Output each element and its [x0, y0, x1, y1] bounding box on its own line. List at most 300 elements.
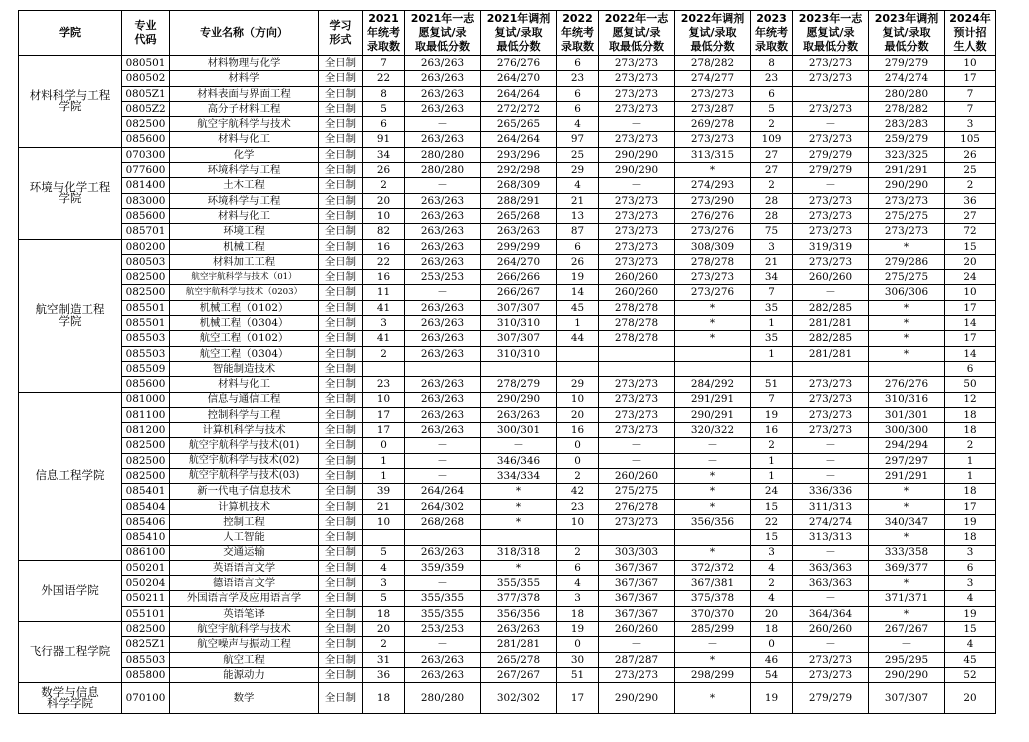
cell-study-mode: 全日制 — [319, 606, 363, 621]
cell-2023-adjust-score: * — [869, 499, 945, 514]
cell-2023-adjust-score: * — [869, 484, 945, 499]
cell-2022-adjust-score — [675, 361, 751, 376]
cell-2021-first-choice-score: 263/263 — [405, 652, 481, 667]
admission-score-table — [18, 10, 996, 714]
cell-2022-first-choice-score: 278/278 — [599, 316, 675, 331]
cell-2021-first-choice-score: 263/263 — [405, 71, 481, 86]
header-2022-exam-count — [557, 11, 599, 56]
cell-college — [19, 683, 122, 714]
table-row — [19, 438, 996, 453]
cell-2021-exam-count: 10 — [363, 392, 405, 407]
cell-2021-first-choice-score: 264/264 — [405, 484, 481, 499]
cell-2021-exam-count: 5 — [363, 545, 405, 560]
cell-2023-exam-count: 6 — [751, 86, 793, 101]
cell-2023-exam-count: 34 — [751, 270, 793, 285]
cell-2023-exam-count: 20 — [751, 606, 793, 621]
cell-2021-first-choice-score: 355/355 — [405, 606, 481, 621]
cell-2022-adjust-score: * — [675, 499, 751, 514]
cell-2022-exam-count: 30 — [557, 652, 599, 667]
cell-2022-first-choice-score: 273/273 — [599, 239, 675, 254]
cell-2022-exam-count: 21 — [557, 193, 599, 208]
table-row — [19, 208, 996, 223]
cell-2024-planned-enrollment: 3 — [945, 545, 996, 560]
cell-2024-planned-enrollment: 2 — [945, 178, 996, 193]
cell-2021-first-choice-score: 263/263 — [405, 86, 481, 101]
table-row — [19, 193, 996, 208]
cell-2022-adjust-score: * — [675, 545, 751, 560]
cell-2024-planned-enrollment: 17 — [945, 71, 996, 86]
college-name-line: 学院 — [58, 99, 82, 114]
cell-2022-adjust-score: 370/370 — [675, 606, 751, 621]
cell-2023-first-choice-score: 273/273 — [793, 56, 869, 71]
cell-major-code: 086100 — [122, 545, 170, 560]
cell-2021-adjust-score: 302/302 — [481, 683, 557, 714]
cell-2021-first-choice-score — [405, 530, 481, 545]
header-2023-exam-count — [751, 11, 793, 56]
cell-2021-adjust-score: 355/355 — [481, 576, 557, 591]
cell-2023-exam-count: 19 — [751, 683, 793, 714]
header-line: 生人数 — [953, 40, 987, 53]
cell-major-code: 085701 — [122, 224, 170, 239]
cell-2022-exam-count: 4 — [557, 117, 599, 132]
cell-major-code: 080501 — [122, 56, 170, 71]
cell-2023-adjust-score: 333/358 — [869, 545, 945, 560]
cell-2022-exam-count: 29 — [557, 163, 599, 178]
cell-study-mode: 全日制 — [319, 316, 363, 331]
cell-2023-adjust-score: 290/290 — [869, 178, 945, 193]
cell-major-name: 高分子材料工程 — [170, 101, 319, 116]
cell-2023-exam-count: 2 — [751, 117, 793, 132]
cell-2024-planned-enrollment: 1 — [945, 453, 996, 468]
cell-major-code: 080200 — [122, 239, 170, 254]
cell-2021-adjust-score: 307/307 — [481, 300, 557, 315]
cell-major-code: 0825Z1 — [122, 637, 170, 652]
cell-2023-exam-count: 3 — [751, 545, 793, 560]
cell-2021-first-choice-score: 264/302 — [405, 499, 481, 514]
cell-2022-adjust-score: 274/277 — [675, 71, 751, 86]
cell-college — [19, 621, 122, 682]
cell-2021-first-choice-score: 263/263 — [405, 300, 481, 315]
cell-2022-exam-count: 42 — [557, 484, 599, 499]
cell-2021-first-choice-score: 280/280 — [405, 147, 481, 162]
cell-2022-adjust-score: 269/278 — [675, 117, 751, 132]
cell-major-name: 交通运输 — [170, 545, 319, 560]
header-2024-planned-enrollment — [945, 11, 996, 56]
cell-2022-first-choice-score: 278/278 — [599, 331, 675, 346]
header-line: 年统考 — [561, 26, 594, 39]
cell-major-code: 085509 — [122, 361, 170, 376]
cell-major-name: 航空工程（0102） — [170, 331, 319, 346]
cell-2024-planned-enrollment: 36 — [945, 193, 996, 208]
cell-major-code: 085406 — [122, 514, 170, 529]
cell-2022-first-choice-score: 367/367 — [599, 606, 675, 621]
cell-2021-adjust-score: 307/307 — [481, 331, 557, 346]
cell-2023-exam-count: 21 — [751, 254, 793, 269]
cell-2023-first-choice-score: 273/273 — [793, 132, 869, 147]
cell-study-mode: 全日制 — [319, 545, 363, 560]
cell-2023-exam-count: 51 — [751, 377, 793, 392]
cell-2023-exam-count: 1 — [751, 346, 793, 361]
cell-major-name: 英语语言文学 — [170, 560, 319, 575]
cell-major-name: 环境科学与工程 — [170, 193, 319, 208]
cell-2021-first-choice-score: 263/263 — [405, 316, 481, 331]
table-row — [19, 300, 996, 315]
cell-2021-adjust-score: 265/278 — [481, 652, 557, 667]
cell-2023-first-choice-score: 273/273 — [793, 392, 869, 407]
cell-major-code: 085404 — [122, 499, 170, 514]
cell-2024-planned-enrollment: 50 — [945, 377, 996, 392]
cell-2022-exam-count: 23 — [557, 71, 599, 86]
cell-2023-adjust-score: 300/300 — [869, 423, 945, 438]
cell-2023-exam-count: 2 — [751, 438, 793, 453]
cell-2023-adjust-score: * — [869, 530, 945, 545]
table-row — [19, 178, 996, 193]
table-row — [19, 285, 996, 300]
cell-major-code: 085501 — [122, 300, 170, 315]
cell-major-name: 计算机科学与技术 — [170, 423, 319, 438]
cell-2024-planned-enrollment: 20 — [945, 254, 996, 269]
header-line: 最低分数 — [884, 40, 929, 53]
cell-2022-adjust-score: 273/276 — [675, 285, 751, 300]
cell-2022-adjust-score: 298/299 — [675, 667, 751, 682]
cell-major-name: 材料表面与界面工程 — [170, 86, 319, 101]
cell-2022-exam-count — [557, 361, 599, 376]
table-header-row — [19, 11, 996, 56]
cell-major-code: 082500 — [122, 270, 170, 285]
cell-2023-first-choice-score: － — [793, 285, 869, 300]
cell-2023-first-choice-score: 364/364 — [793, 606, 869, 621]
cell-2022-exam-count: 6 — [557, 56, 599, 71]
cell-2021-adjust-score — [481, 361, 557, 376]
cell-2021-exam-count: 3 — [363, 316, 405, 331]
cell-2023-adjust-score: 294/294 — [869, 438, 945, 453]
cell-2022-exam-count: 18 — [557, 606, 599, 621]
cell-2024-planned-enrollment: 20 — [945, 683, 996, 714]
cell-2022-exam-count: 51 — [557, 667, 599, 682]
cell-2022-adjust-score: 273/290 — [675, 193, 751, 208]
cell-2022-adjust-score: － — [675, 438, 751, 453]
cell-2023-adjust-score: 275/275 — [869, 270, 945, 285]
cell-2023-adjust-score: 295/295 — [869, 652, 945, 667]
cell-2022-first-choice-score: 260/260 — [599, 469, 675, 484]
cell-2021-exam-count: 39 — [363, 484, 405, 499]
cell-2023-adjust-score: 274/274 — [869, 71, 945, 86]
header-line: 取最低分数 — [609, 40, 664, 53]
cell-2022-exam-count: 44 — [557, 331, 599, 346]
cell-2024-planned-enrollment: 15 — [945, 621, 996, 636]
cell-2022-adjust-score: * — [675, 484, 751, 499]
cell-major-code: 081000 — [122, 392, 170, 407]
cell-2021-exam-count: 17 — [363, 407, 405, 422]
cell-major-name: 材料学 — [170, 71, 319, 86]
table-row — [19, 423, 996, 438]
cell-2021-first-choice-score: 263/263 — [405, 667, 481, 682]
cell-college — [19, 560, 122, 621]
cell-2022-adjust-score: 274/293 — [675, 178, 751, 193]
cell-2022-first-choice-score: 367/367 — [599, 560, 675, 575]
table-row — [19, 560, 996, 575]
cell-2022-exam-count: 4 — [557, 576, 599, 591]
cell-study-mode: 全日制 — [319, 377, 363, 392]
cell-2023-exam-count: 2 — [751, 576, 793, 591]
cell-2022-exam-count: 19 — [557, 621, 599, 636]
cell-2023-first-choice-score: 279/279 — [793, 683, 869, 714]
cell-2021-adjust-score: 346/346 — [481, 453, 557, 468]
cell-2023-first-choice-score — [793, 361, 869, 376]
cell-2022-exam-count: 19 — [557, 270, 599, 285]
cell-study-mode: 全日制 — [319, 132, 363, 147]
cell-2023-exam-count: 35 — [751, 300, 793, 315]
table-row — [19, 254, 996, 269]
cell-2021-adjust-score: 281/281 — [481, 637, 557, 652]
cell-2021-adjust-score: 300/301 — [481, 423, 557, 438]
cell-2023-exam-count — [751, 361, 793, 376]
cell-2024-planned-enrollment: 17 — [945, 499, 996, 514]
cell-2022-adjust-score: 308/309 — [675, 239, 751, 254]
cell-major-name: 航空工程 — [170, 652, 319, 667]
cell-2023-adjust-score — [869, 361, 945, 376]
table-row — [19, 469, 996, 484]
cell-2021-adjust-score: 264/270 — [481, 71, 557, 86]
cell-2022-first-choice-score — [599, 530, 675, 545]
cell-2021-first-choice-score: 263/263 — [405, 423, 481, 438]
cell-2021-exam-count: 8 — [363, 86, 405, 101]
cell-2022-first-choice-score: 273/273 — [599, 132, 675, 147]
cell-2023-exam-count: 1 — [751, 316, 793, 331]
cell-2023-adjust-score: 371/371 — [869, 591, 945, 606]
header-line: 取最低分数 — [415, 40, 470, 53]
cell-2021-exam-count: 36 — [363, 667, 405, 682]
cell-2021-exam-count: 16 — [363, 239, 405, 254]
cell-2021-adjust-score: 265/268 — [481, 208, 557, 223]
cell-2023-first-choice-score — [793, 86, 869, 101]
cell-2024-planned-enrollment: 18 — [945, 407, 996, 422]
table-row — [19, 591, 996, 606]
cell-2021-exam-count: 1 — [363, 453, 405, 468]
cell-study-mode: 全日制 — [319, 300, 363, 315]
header-2021-exam-count — [363, 11, 405, 56]
cell-study-mode: 全日制 — [319, 484, 363, 499]
cell-2023-adjust-score: 276/276 — [869, 377, 945, 392]
cell-2022-first-choice-score: 290/290 — [599, 163, 675, 178]
header-college — [19, 11, 122, 56]
cell-2024-planned-enrollment: 105 — [945, 132, 996, 147]
cell-2023-first-choice-score: 281/281 — [793, 346, 869, 361]
cell-2021-exam-count: 41 — [363, 300, 405, 315]
cell-2021-first-choice-score: 263/263 — [405, 224, 481, 239]
cell-major-name: 土木工程 — [170, 178, 319, 193]
header-2022-first-choice-score — [599, 11, 675, 56]
cell-2023-first-choice-score: 273/273 — [793, 667, 869, 682]
cell-2022-adjust-score: 276/276 — [675, 208, 751, 223]
cell-study-mode: 全日制 — [319, 621, 363, 636]
cell-2022-first-choice-score: － — [599, 178, 675, 193]
cell-2022-first-choice-score: 273/273 — [599, 224, 675, 239]
cell-2022-adjust-score: 278/278 — [675, 254, 751, 269]
cell-2023-adjust-score: 273/273 — [869, 193, 945, 208]
table-row — [19, 361, 996, 376]
header-line: 预计招 — [953, 26, 987, 39]
cell-2024-planned-enrollment: 4 — [945, 637, 996, 652]
cell-study-mode: 全日制 — [319, 117, 363, 132]
cell-2022-first-choice-score: 287/287 — [599, 652, 675, 667]
cell-2022-adjust-score: 273/273 — [675, 270, 751, 285]
cell-major-code: 083000 — [122, 193, 170, 208]
cell-2021-first-choice-score: － — [405, 637, 481, 652]
cell-2023-first-choice-score: 273/273 — [793, 71, 869, 86]
cell-2021-exam-count — [363, 361, 405, 376]
cell-2024-planned-enrollment: 25 — [945, 163, 996, 178]
table-row — [19, 270, 996, 285]
header-line: 愿复试/录 — [418, 26, 467, 39]
cell-2022-first-choice-score: 273/273 — [599, 254, 675, 269]
cell-2023-exam-count: 0 — [751, 637, 793, 652]
cell-2023-adjust-score: * — [869, 331, 945, 346]
cell-2023-first-choice-score: 273/273 — [793, 377, 869, 392]
cell-2024-planned-enrollment: 10 — [945, 56, 996, 71]
cell-major-code: 081100 — [122, 407, 170, 422]
cell-2022-first-choice-score: 367/367 — [599, 576, 675, 591]
cell-2024-planned-enrollment: 45 — [945, 652, 996, 667]
header-line: 录取数 — [561, 40, 594, 53]
cell-2021-first-choice-score: － — [405, 469, 481, 484]
cell-2022-exam-count: 0 — [557, 637, 599, 652]
cell-2022-exam-count: 14 — [557, 285, 599, 300]
cell-2021-exam-count: 2 — [363, 178, 405, 193]
cell-2023-adjust-score: 259/279 — [869, 132, 945, 147]
cell-major-code: 070300 — [122, 147, 170, 162]
cell-2022-exam-count: 6 — [557, 86, 599, 101]
table-row — [19, 606, 996, 621]
cell-2021-first-choice-score: 253/253 — [405, 270, 481, 285]
cell-2021-exam-count: 16 — [363, 270, 405, 285]
cell-major-code: 0805Z2 — [122, 101, 170, 116]
cell-2022-exam-count: 2 — [557, 469, 599, 484]
cell-2022-adjust-score: 273/276 — [675, 224, 751, 239]
cell-2022-adjust-score — [675, 346, 751, 361]
college-name-line: 航空制造工程 — [35, 302, 105, 317]
cell-major-code: 085800 — [122, 667, 170, 682]
cell-2021-adjust-score: 334/334 — [481, 469, 557, 484]
cell-2021-adjust-score: 276/276 — [481, 56, 557, 71]
cell-2023-first-choice-score: 279/279 — [793, 163, 869, 178]
college-name-line: 学院 — [58, 313, 82, 328]
cell-2022-adjust-score: － — [675, 453, 751, 468]
cell-2023-first-choice-score: 363/363 — [793, 576, 869, 591]
cell-study-mode: 全日制 — [319, 469, 363, 484]
cell-2022-exam-count: 20 — [557, 407, 599, 422]
table-row — [19, 576, 996, 591]
cell-study-mode: 全日制 — [319, 530, 363, 545]
cell-major-code: 077600 — [122, 163, 170, 178]
cell-2023-first-choice-score: 273/273 — [793, 407, 869, 422]
cell-2021-first-choice-score: 359/359 — [405, 560, 481, 575]
header-2021-first-choice-score — [405, 11, 481, 56]
cell-2022-exam-count: 10 — [557, 514, 599, 529]
cell-2022-exam-count: 13 — [557, 208, 599, 223]
cell-2024-planned-enrollment: 6 — [945, 560, 996, 575]
cell-major-name: 航空噪声与振动工程 — [170, 637, 319, 652]
header-line: 学习 — [329, 19, 352, 32]
cell-major-name: 计算机技术 — [170, 499, 319, 514]
cell-2024-planned-enrollment: 3 — [945, 117, 996, 132]
cell-2021-first-choice-score: 263/263 — [405, 377, 481, 392]
cell-2023-adjust-score: * — [869, 346, 945, 361]
cell-2023-adjust-score: 310/316 — [869, 392, 945, 407]
cell-study-mode: 全日制 — [319, 560, 363, 575]
cell-2024-planned-enrollment: 3 — [945, 576, 996, 591]
cell-2022-adjust-score: * — [675, 331, 751, 346]
admission-table-container — [18, 10, 996, 714]
cell-2023-adjust-score: 340/347 — [869, 514, 945, 529]
cell-2021-exam-count: 34 — [363, 147, 405, 162]
cell-2023-exam-count: 1 — [751, 453, 793, 468]
cell-2024-planned-enrollment: 10 — [945, 285, 996, 300]
cell-2022-adjust-score: * — [675, 652, 751, 667]
cell-2021-adjust-score: － — [481, 438, 557, 453]
cell-2022-adjust-score: * — [675, 163, 751, 178]
cell-2022-exam-count: 23 — [557, 499, 599, 514]
header-line: 2021 — [368, 12, 399, 25]
cell-2024-planned-enrollment: 19 — [945, 606, 996, 621]
cell-2021-adjust-score: * — [481, 560, 557, 575]
cell-study-mode: 全日制 — [319, 667, 363, 682]
cell-2023-first-choice-score: 319/319 — [793, 239, 869, 254]
cell-2021-exam-count: 11 — [363, 285, 405, 300]
table-row — [19, 514, 996, 529]
cell-2023-exam-count: 28 — [751, 208, 793, 223]
cell-2021-adjust-score: 264/264 — [481, 86, 557, 101]
cell-2024-planned-enrollment: 4 — [945, 591, 996, 606]
cell-2021-exam-count: 23 — [363, 377, 405, 392]
cell-2021-first-choice-score: － — [405, 453, 481, 468]
cell-2022-first-choice-score: 260/260 — [599, 270, 675, 285]
cell-2023-first-choice-score: 273/273 — [793, 193, 869, 208]
cell-study-mode: 全日制 — [319, 178, 363, 193]
cell-2024-planned-enrollment: 15 — [945, 239, 996, 254]
cell-study-mode: 全日制 — [319, 346, 363, 361]
table-row — [19, 71, 996, 86]
header-line: 专业 — [134, 19, 157, 32]
cell-2022-adjust-score: * — [675, 316, 751, 331]
cell-2021-adjust-score: 377/378 — [481, 591, 557, 606]
cell-2023-exam-count: 3 — [751, 239, 793, 254]
cell-study-mode: 全日制 — [319, 514, 363, 529]
cell-major-code: 050201 — [122, 560, 170, 575]
cell-2021-exam-count: 6 — [363, 117, 405, 132]
cell-major-name: 信息与通信工程 — [170, 392, 319, 407]
cell-2021-exam-count: 2 — [363, 346, 405, 361]
cell-study-mode: 全日制 — [319, 285, 363, 300]
cell-major-name: 环境工程 — [170, 224, 319, 239]
cell-2024-planned-enrollment: 1 — [945, 469, 996, 484]
table-row — [19, 377, 996, 392]
header-line: 2024年 — [949, 12, 991, 25]
cell-2021-adjust-score: 265/265 — [481, 117, 557, 132]
header-line: 年统考 — [367, 26, 400, 39]
cell-2022-first-choice-score: 273/273 — [599, 514, 675, 529]
cell-2022-adjust-score: 273/287 — [675, 101, 751, 116]
cell-2023-first-choice-score: － — [793, 453, 869, 468]
cell-2022-first-choice-score: 273/273 — [599, 392, 675, 407]
cell-study-mode: 全日制 — [319, 637, 363, 652]
cell-2024-planned-enrollment: 52 — [945, 667, 996, 682]
cell-2023-exam-count: 19 — [751, 407, 793, 422]
cell-2023-adjust-score: * — [869, 316, 945, 331]
header-line: 最低分数 — [496, 40, 541, 53]
cell-major-name: 机械工程 — [170, 239, 319, 254]
cell-2023-first-choice-score: － — [793, 545, 869, 560]
